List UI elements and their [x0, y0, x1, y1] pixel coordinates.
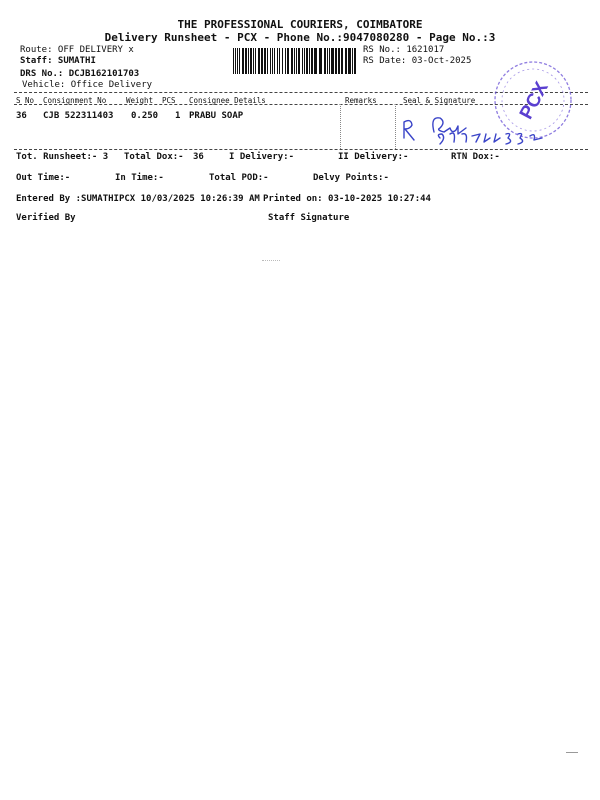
barcode-bar	[319, 48, 322, 74]
barcode-bar	[253, 48, 254, 74]
col-header-consignment: Consignment No	[43, 96, 107, 105]
barcode-bar	[306, 48, 308, 74]
barcode-bar	[242, 48, 244, 74]
printed-on: Printed on: 03-10-2025 10:27:44	[263, 194, 431, 204]
entered-by: Entered By :SUMATHIPCX 10/03/2025 10:26:39 AM	[16, 194, 260, 204]
barcode-bar	[352, 48, 353, 74]
barcode-bar	[248, 48, 249, 74]
scan-mark	[262, 260, 280, 261]
col-header-remarks: Remarks	[345, 96, 377, 105]
cell-weight: 0.250	[131, 111, 159, 121]
barcode-bar	[314, 48, 317, 74]
barcode-bar	[331, 48, 334, 74]
barcode-bar	[255, 48, 256, 74]
barcode-bar	[341, 48, 343, 74]
barcode-bar	[274, 48, 275, 74]
barcode-image	[233, 48, 360, 74]
barcode-bar	[264, 48, 266, 74]
delvy-points: Delvy Points:-	[313, 173, 389, 183]
barcode-bar	[296, 48, 297, 74]
staff-text: Staff: SUMATHI	[20, 56, 96, 66]
barcode-bar	[338, 48, 340, 74]
vehicle-text: Vehicle: Office Delivery	[22, 80, 153, 90]
barcode-bar	[237, 48, 238, 74]
i-delivery: I Delivery:-	[229, 152, 295, 162]
stamp-text: PCX	[515, 78, 553, 123]
col-header-sno: S No	[16, 96, 35, 105]
barcode-bar	[261, 48, 263, 74]
barcode-bar	[279, 48, 280, 74]
table-bottom-rule	[14, 149, 588, 150]
out-time: Out Time:-	[16, 173, 71, 183]
barcode-bar	[239, 48, 240, 74]
barcode-bar	[324, 48, 326, 74]
cell-consignment: CJB 522311403	[43, 111, 114, 121]
barcode-bar	[233, 48, 234, 74]
barcode-bar	[267, 48, 268, 74]
cell-consignee: PRABU SOAP	[189, 111, 244, 121]
remarks-divider	[340, 104, 341, 149]
barcode-bar	[304, 48, 305, 74]
barcode-bar	[250, 48, 252, 74]
verified-by: Verified By	[16, 213, 76, 223]
runsheet-subtitle: Delivery Runsheet - PCX - Phone No.:9047080280 - Page No.:3	[104, 31, 496, 44]
barcode-bar	[311, 48, 313, 74]
route-text: Route: OFF DELIVERY x	[20, 45, 134, 55]
col-header-seal: Seal & Signature	[403, 96, 476, 105]
barcode-bar	[272, 48, 273, 74]
tot-runsheet: Tot. Runsheet:- 3	[16, 152, 109, 162]
col-header-pcs: PCS	[162, 96, 176, 105]
barcode-bar	[335, 48, 337, 74]
rs-date: RS Date: 03-Oct-2025	[363, 56, 472, 66]
barcode-bar	[329, 48, 330, 74]
barcode-bar	[345, 48, 347, 74]
cell-pcs: 1	[175, 111, 181, 121]
col-header-weight: Weight	[126, 96, 154, 105]
barcode-bar	[327, 48, 328, 74]
total-dox-value: 36	[193, 152, 204, 162]
total-pod: Total POD:-	[209, 173, 269, 183]
barcode-bar	[354, 48, 356, 74]
col-header-consignee: Consignee Details	[189, 96, 266, 105]
rs-number: RS No.: 1621017	[363, 45, 445, 55]
ii-delivery: II Delivery:-	[338, 152, 409, 162]
drs-number: DRS No.: DCJB162101703	[20, 69, 140, 79]
staff-signature: Staff Signature	[268, 213, 350, 223]
in-time: In Time:-	[115, 173, 164, 183]
barcode-bar	[282, 48, 283, 74]
scan-mark	[566, 752, 578, 753]
barcode-bar	[270, 48, 271, 74]
pcx-seal-stamp	[488, 55, 578, 145]
barcode-bar	[277, 48, 278, 74]
barcode-bar	[302, 48, 303, 74]
barcode-bar	[287, 48, 289, 74]
barcode-bar	[309, 48, 310, 74]
barcode-bar	[245, 48, 247, 74]
barcode-bar	[294, 48, 295, 74]
barcode-bar	[235, 48, 236, 74]
barcode-bar	[285, 48, 286, 74]
company-title: THE PROFESSIONAL COURIERS, COIMBATORE	[177, 18, 423, 31]
barcode-bar	[291, 48, 293, 74]
cell-sno: 36	[16, 111, 27, 121]
barcode-bar	[258, 48, 260, 74]
barcode-bar	[298, 48, 300, 74]
total-dox-label: Total Dox:-	[124, 152, 184, 162]
barcode-bar	[348, 48, 351, 74]
rtn-dox: RTN Dox:-	[451, 152, 500, 162]
